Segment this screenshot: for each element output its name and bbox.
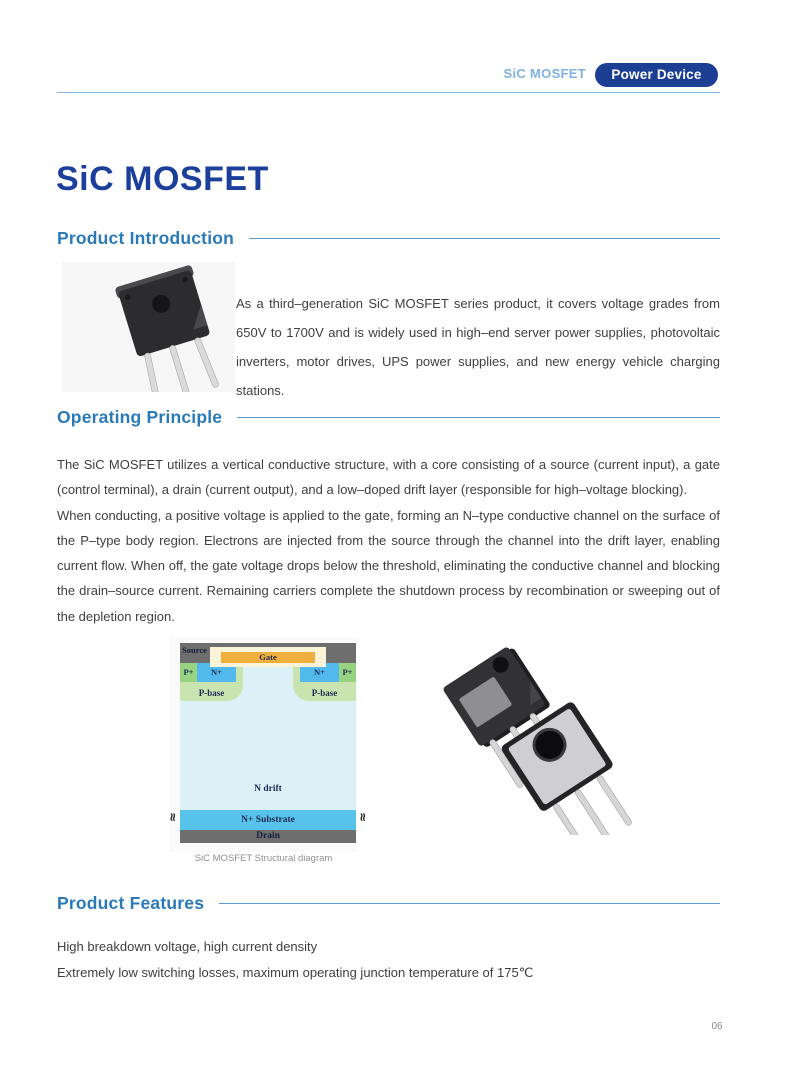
product-photo-to247	[62, 262, 235, 392]
section-rule	[219, 903, 720, 905]
source-label: Source	[182, 645, 207, 655]
approx-symbol-right: ≈	[355, 811, 370, 823]
diagram-gate-bar: Gate	[221, 652, 315, 663]
diagram-n-plus-right: N+	[300, 663, 339, 682]
feature-item: High breakdown voltage, high current density	[57, 939, 318, 954]
mosfet-structural-diagram	[166, 637, 370, 852]
diagram-body	[166, 643, 370, 843]
page-number: 06	[711, 1021, 723, 1032]
header-power-device-badge: Power Device	[595, 63, 718, 87]
product-photo-pair	[425, 645, 640, 835]
section-rule	[249, 238, 720, 240]
header-doc-label: SiC MOSFET	[503, 66, 586, 81]
section-title: Operating Principle	[57, 407, 223, 427]
diagram-caption: SiC MOSFET Structural diagram	[194, 853, 333, 864]
section-title: Product Introduction	[57, 228, 235, 248]
p-base-label: P-base	[311, 688, 338, 698]
p-base-label: P-base	[198, 688, 225, 698]
feature-item: Extremely low switching losses, maximum operating junction temperature of 175℃	[57, 964, 534, 980]
diagram-p-plus-right: P+	[339, 663, 356, 682]
approx-symbol-left: ≈	[166, 811, 181, 823]
diagram-n-plus-left: N+	[197, 663, 236, 682]
section-title: Product Features	[57, 893, 205, 913]
section-rule	[237, 417, 720, 419]
principle-paragraph-2: When conducting, a positive voltage is applied to the gate, forming an N–type conductive channel on the surface of the P–type body region. Electrons are injected from the source through the channel into the drift layer, enabling current flow. When off, the gate voltage drops below the threshold, eliminating the conductive channel and blocking the drain–source current. Remaining carriers complete the shutdown process by recombination or sweeping out of the depletion region.	[57, 507, 720, 624]
section-heading-operating-principle	[57, 407, 720, 428]
to247-pair-image	[425, 645, 640, 835]
principle-paragraphs	[57, 452, 720, 629]
section-heading-product-features	[57, 893, 720, 914]
intro-paragraph: As a third–generation SiC MOSFET series product, it covers voltage grades from 650V to 1700V and is widely used in high–end server power supplies, photovoltaic inverters, motor drives, UPS power supplies, and new energy vehicle charging stations.	[236, 296, 720, 398]
diagram-drain-bar: Drain	[180, 830, 356, 843]
to247-package-image	[62, 262, 235, 392]
diagram-p-plus-left: P+	[180, 663, 197, 682]
page-title: SiC MOSFET	[56, 160, 269, 198]
section-heading-product-introduction	[57, 228, 720, 249]
header-rule	[57, 92, 720, 93]
feature-list	[57, 934, 720, 985]
principle-paragraph-1: The SiC MOSFET utilizes a vertical conductive structure, with a core consisting of a source (current input), a gate (control terminal), a drain (current output), and a low–doped drift layer (responsible for high–voltage blocking).	[57, 457, 720, 498]
diagram-n-substrate-bar: N+ Substrate	[180, 810, 356, 830]
n-drift-label: N drift	[254, 784, 282, 794]
